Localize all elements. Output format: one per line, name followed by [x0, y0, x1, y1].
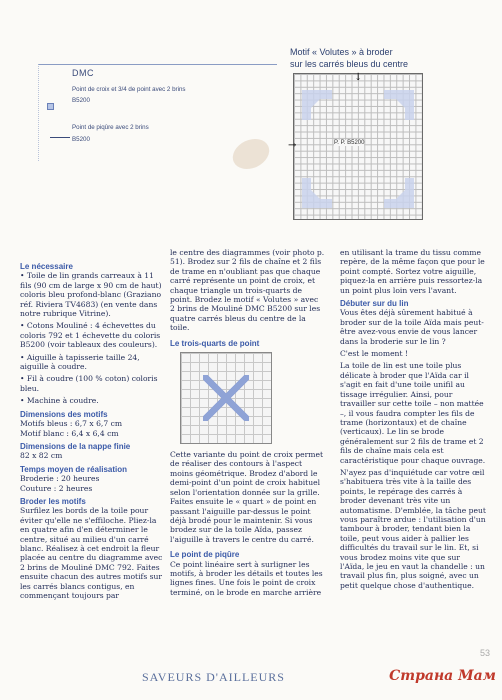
stitch-cross-icon — [203, 375, 249, 421]
heading-broder: Broder les motifs — [20, 496, 86, 506]
legend-item-label: Point de croix et 3/4 de point avec 2 brins — [72, 86, 186, 93]
three-quarter-stitch-diagram — [180, 352, 272, 444]
legend-item-label: Point de piqûre avec 2 brins — [72, 124, 149, 131]
time-line: Couture : 2 heures — [20, 483, 93, 493]
heading-temps: Temps moyen de réalisation — [20, 464, 127, 474]
paragraph: Vous êtes déjà sûrement habitué à broder sur de la toile Aïda mais peut-être avez-vous envie de vous lancer dans la broderie sur le lin ? — [340, 308, 484, 346]
paragraph: La toile de lin est une toile plus délicate à broder que l'Aïda car il s'agit en fait d'une toile unifil au tissage irrégulier. Ainsi, pour travailler sur cette toile – non mattée –, il vous faudra compter les fils de trame (horizontaux) et de chaîne (verticaux). Le lin se brode généralement sur 2 fils de trame et 2 fils de chaîne mais cela est caractéristique pour chaque ouvrage. — [340, 361, 486, 465]
paragraph: • Toile de lin grands carreaux à 11 fils (90 cm de large x 90 cm de haut) coloris bleu profond-blanc (Graziano réf. Riviera TV4683) (en vente dans notre rubrique Vitrine). — [20, 271, 162, 319]
motif-corner — [384, 90, 414, 120]
motif-corner — [302, 178, 332, 208]
paragraph: • Fil à coudre (100 % coton) coloris bleu. — [20, 374, 158, 393]
paragraph: en utilisant la trame du tissu comme repère, de la même façon que pour le point compté. Sortez votre aiguille, piquez-la en arrière puis ressortez-la un point plus loin vers l'avant. — [340, 248, 485, 295]
heading-dimensions-motifs: Dimensions des motifs — [20, 409, 108, 419]
column-3 — [340, 248, 486, 593]
arrow-down-icon: ↓ — [354, 72, 363, 83]
chart-caption: Motif « Volutes » à broder — [290, 47, 393, 57]
time-line: Broderie : 20 heures — [20, 474, 100, 484]
paragraph: Ce point linéaire sert à surligner les motifs, à broder les détails et toutes les lignes fines. Une fois le point de croix terminé, on le brode en marche arrière — [170, 559, 323, 597]
paragraph: • Machine à coudre. — [20, 396, 99, 406]
paragraph: • Aiguille à tapisserie taille 24, aiguille à coudre. — [20, 352, 140, 372]
paragraph: Cette variante du point de croix permet de réaliser des contours à l'aspect moins géométrique. Brodez d'abord le demi-point d'un point de croix habituel selon l'orientation donnée sur la grille. Faites ensuite le « quart » de point en passant l'aiguille par-dessus le point déjà brodé pour le maintenir. Si vous brodez sur de la toile Aïda, passez l'aiguille à travers le centre du carré. — [170, 450, 324, 544]
dimension-line: Motifs bleus : 6,7 x 6,7 cm — [20, 419, 123, 429]
heading-dimensions-nappe: Dimensions de la nappe finie — [20, 441, 131, 451]
dimension-line: 82 x 82 cm — [20, 451, 63, 461]
watermark-logo: Страна Мам — [389, 668, 496, 684]
paragraph: N'ayez pas d'inquiétude car votre œil s'habituera très vite à la taille des points, le repérage des carrés à broder devenant très vite un automatisme. D'emblée, la tâche peut vous paraître ardue : l'utilisation d'un tambour à broder, tendant bien la toile, peut vous aider à pallier les difficultés du travail sur le lin. Et, si vous brodez moins vite que sur l'Aïda, le jeu en vaut la chandelle : un travail plus fin, plus soigné, avec un petit quelque chose d'authentique. — [340, 467, 486, 590]
heading-piqure: Le point de piqûre — [170, 550, 240, 560]
dimension-line: Motif blanc : 6,4 x 6,4 cm — [20, 428, 119, 438]
heading-trois-quarts: Le trois-quarts de point — [170, 338, 260, 348]
paragraph: C'est le moment ! — [340, 349, 408, 359]
heading-debuter: Débuter sur du lin — [340, 299, 409, 309]
legend-title: DMC — [72, 68, 94, 78]
legend-item-code: B5200 — [72, 97, 90, 104]
stitch-chart — [288, 72, 423, 220]
paragraph: Surfilez les bords de la toile pour éviter qu'elle ne s'effiloche. Pliez-la en quatre afin d'en déterminer le centre, situé au milieu d'un carré blanc. Réalisez à cet endroit la fleur placée au centre du diagramme avec 2 brins de Mouliné DMC 792. Faites ensuite chacun des autres motifs sur les carrés blancs contigus, en commençant toujours par — [20, 506, 163, 600]
motif-corner — [302, 90, 332, 120]
chart-caption: sur les carrés bleus du centre — [290, 59, 409, 69]
chart-stitch-label: P. P. B5200 — [334, 140, 365, 146]
paragraph: • Cotons Mouliné : 4 échevettes du coloris 792 et 1 échevette du coloris B5200 (voir tableaux des couleurs). — [20, 321, 161, 350]
paragraph: le centre des diagrammes (voir photo p. 51). Brodez sur 2 fils de chaîne et 2 fils de trame en n'oubliant pas que chaque carré représente un point de croix, et chaque triangle un trois-quarts de point. Brodez le motif « Volutes » avec 2 brins de Mouliné DMC B5200 sur les quatre carrés bleus du centre de la toile. — [170, 248, 325, 333]
motif-corner — [384, 178, 414, 208]
footer-title: SAVEURS D'AILLEURS — [142, 670, 285, 684]
cross-stitch-symbol-icon — [47, 96, 58, 115]
arrow-right-icon: → — [288, 140, 297, 151]
backstitch-line-icon — [50, 137, 70, 138]
column-2 — [170, 248, 325, 600]
heading-necessaire: Le nécessaire — [20, 262, 73, 271]
column-1 — [20, 262, 165, 603]
legend-item-code: B5200 — [72, 136, 90, 143]
page-number: 53 — [479, 648, 490, 658]
